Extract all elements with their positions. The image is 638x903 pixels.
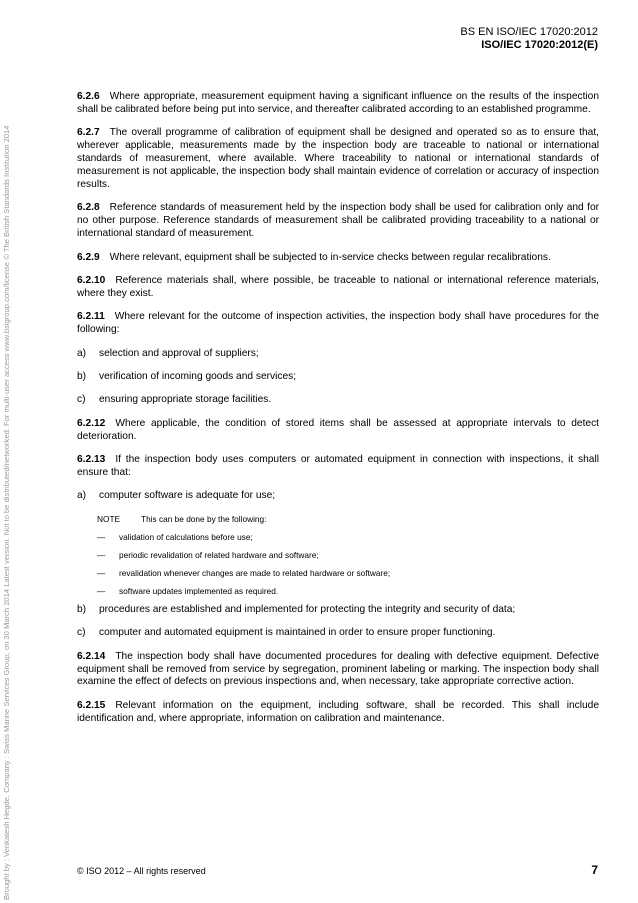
clause-6-2-11 (77, 311, 599, 337)
clause-text: Where relevant, equipment shall be subjected to in-service checks between regular recalibrations. (109, 251, 551, 263)
note-item (97, 550, 599, 561)
clause-number: 6.2.13 (77, 454, 106, 466)
list-label: b) (77, 603, 87, 615)
copyright-notice: © ISO 2012 – All rights reserved (77, 866, 206, 876)
note-heading (97, 514, 599, 525)
note-label: NOTE (97, 513, 121, 524)
clause-6-2-14 (77, 651, 599, 690)
note-item-text: revalidation whenever changes are made to related hardware or software; (119, 567, 391, 578)
list-text: procedures are established and implemented for protecting the integrity and security of data; (99, 603, 516, 615)
note-item (97, 532, 599, 543)
clause-number: 6.2.9 (77, 251, 100, 263)
note-text: This can be done by the following: (141, 513, 267, 524)
clause-number: 6.2.10 (77, 274, 106, 286)
list-label: a) (77, 490, 87, 502)
clause-number: 6.2.6 (77, 91, 100, 102)
clause-text: The overall programme of calibration of equipment shall be designed and operated so as to ensure that, wherever applicable, measurements made by the inspection body are traceable to national or international standards of measurement, where available. Where traceability to national or international standards of measurement is not applicable, the inspection body shall maintain evidence of correlation or accuracy of inspection results. (77, 127, 599, 190)
list-item (77, 490, 599, 503)
clause-number: 6.2.11 (77, 311, 105, 323)
license-watermark: Brought by : Venkatesh Hegde, Company : Swiss Marine Services Group, on 30 March 2014 Latest version. Not to be distributed/networked. For multi-user access www.bsigroup.com/license © The British Standards Institution 2014 (2, 125, 11, 900)
clause-text: Relevant information on the equipment, including software, shall be recorded. This shall include identification and, where appropriate, information on calibration and maintenance. (77, 699, 599, 724)
note-item-text: periodic revalidation of related hardware and software; (119, 549, 319, 560)
dash-bullet: — (97, 531, 106, 542)
clause-text: Reference standards of measurement held by the inspection body shall be used for calibration only and for no other purpose. Reference standards of measurement shall be calibrated providing traceability to a national or international standard of measurement. (77, 202, 599, 240)
clause-6-2-12 (77, 418, 599, 444)
list-item (77, 371, 599, 384)
list-item (77, 604, 599, 617)
dash-bullet: — (97, 585, 106, 596)
clause-number: 6.2.7 (77, 127, 100, 139)
list-text: selection and approval of suppliers; (99, 347, 259, 359)
dash-bullet: — (97, 549, 106, 560)
clause-6-2-8 (77, 202, 599, 241)
clause-6-2-10 (77, 275, 599, 301)
document-header (460, 26, 598, 52)
clause-text: Where appropriate, measurement equipment having a significant influence on the results of the inspection shall be calibrated before being put into service, and thereafter calibrated according to an established programme. (77, 91, 599, 115)
list-label: b) (77, 371, 87, 382)
clause-text: Reference materials shall, where possible, be traceable to national or international reference materials, where they exist. (77, 274, 599, 299)
clause-6-2-7 (77, 127, 599, 192)
clause-6-2-13 (77, 454, 599, 480)
clause-text: Where relevant for the outcome of inspection activities, the inspection body shall have procedures for the following: (77, 311, 599, 336)
clause-number: 6.2.12 (77, 417, 106, 429)
clause-number: 6.2.14 (77, 650, 106, 662)
clause-6-2-6 (77, 91, 599, 117)
header-standard-bs: BS EN ISO/IEC 17020:2012 (460, 26, 598, 38)
clause-number: 6.2.8 (77, 202, 100, 214)
dash-bullet: — (97, 567, 106, 578)
note-item-text: validation of calculations before use; (119, 531, 253, 542)
note-item (97, 586, 599, 597)
page-number: 7 (591, 863, 598, 877)
list-text: verification of incoming goods and services; (99, 371, 297, 382)
list-label: c) (77, 627, 86, 639)
list-label: c) (77, 394, 86, 406)
document-footer (77, 863, 598, 877)
header-standard-iso: ISO/IEC 17020:2012(E) (481, 39, 598, 51)
clause-text: The inspection body shall have documented procedures for dealing with defective equipment. Defective equipment shall be removed from service by segregation, prominent labeling or marking. The inspection body shall examine the effect of defects on previous inspections and, when necessary, take appropriate corrective action. (77, 650, 599, 688)
clause-text: Where applicable, the condition of stored items shall be assessed at appropriate intervals to detect deterioration. (77, 417, 599, 442)
clause-text: If the inspection body uses computers or automated equipment in connection with inspections, it shall ensure that: (77, 454, 599, 479)
note-block (97, 514, 599, 597)
list-text: ensuring appropriate storage facilities. (99, 394, 272, 406)
watermark-strip (0, 0, 16, 903)
document-body (77, 91, 599, 736)
clause-number: 6.2.15 (77, 699, 106, 711)
list-item (77, 627, 599, 640)
clause-6-2-9 (77, 252, 599, 265)
list-text: computer software is adequate for use; (99, 490, 276, 502)
list-label: a) (77, 347, 87, 359)
list-text: computer and automated equipment is maintained in order to ensure proper functioning. (99, 627, 496, 639)
list-item (77, 348, 599, 361)
note-item-text: software updates implemented as required. (119, 585, 279, 596)
clause-6-2-15 (77, 700, 599, 726)
list-item (77, 394, 599, 407)
note-item (97, 568, 599, 579)
